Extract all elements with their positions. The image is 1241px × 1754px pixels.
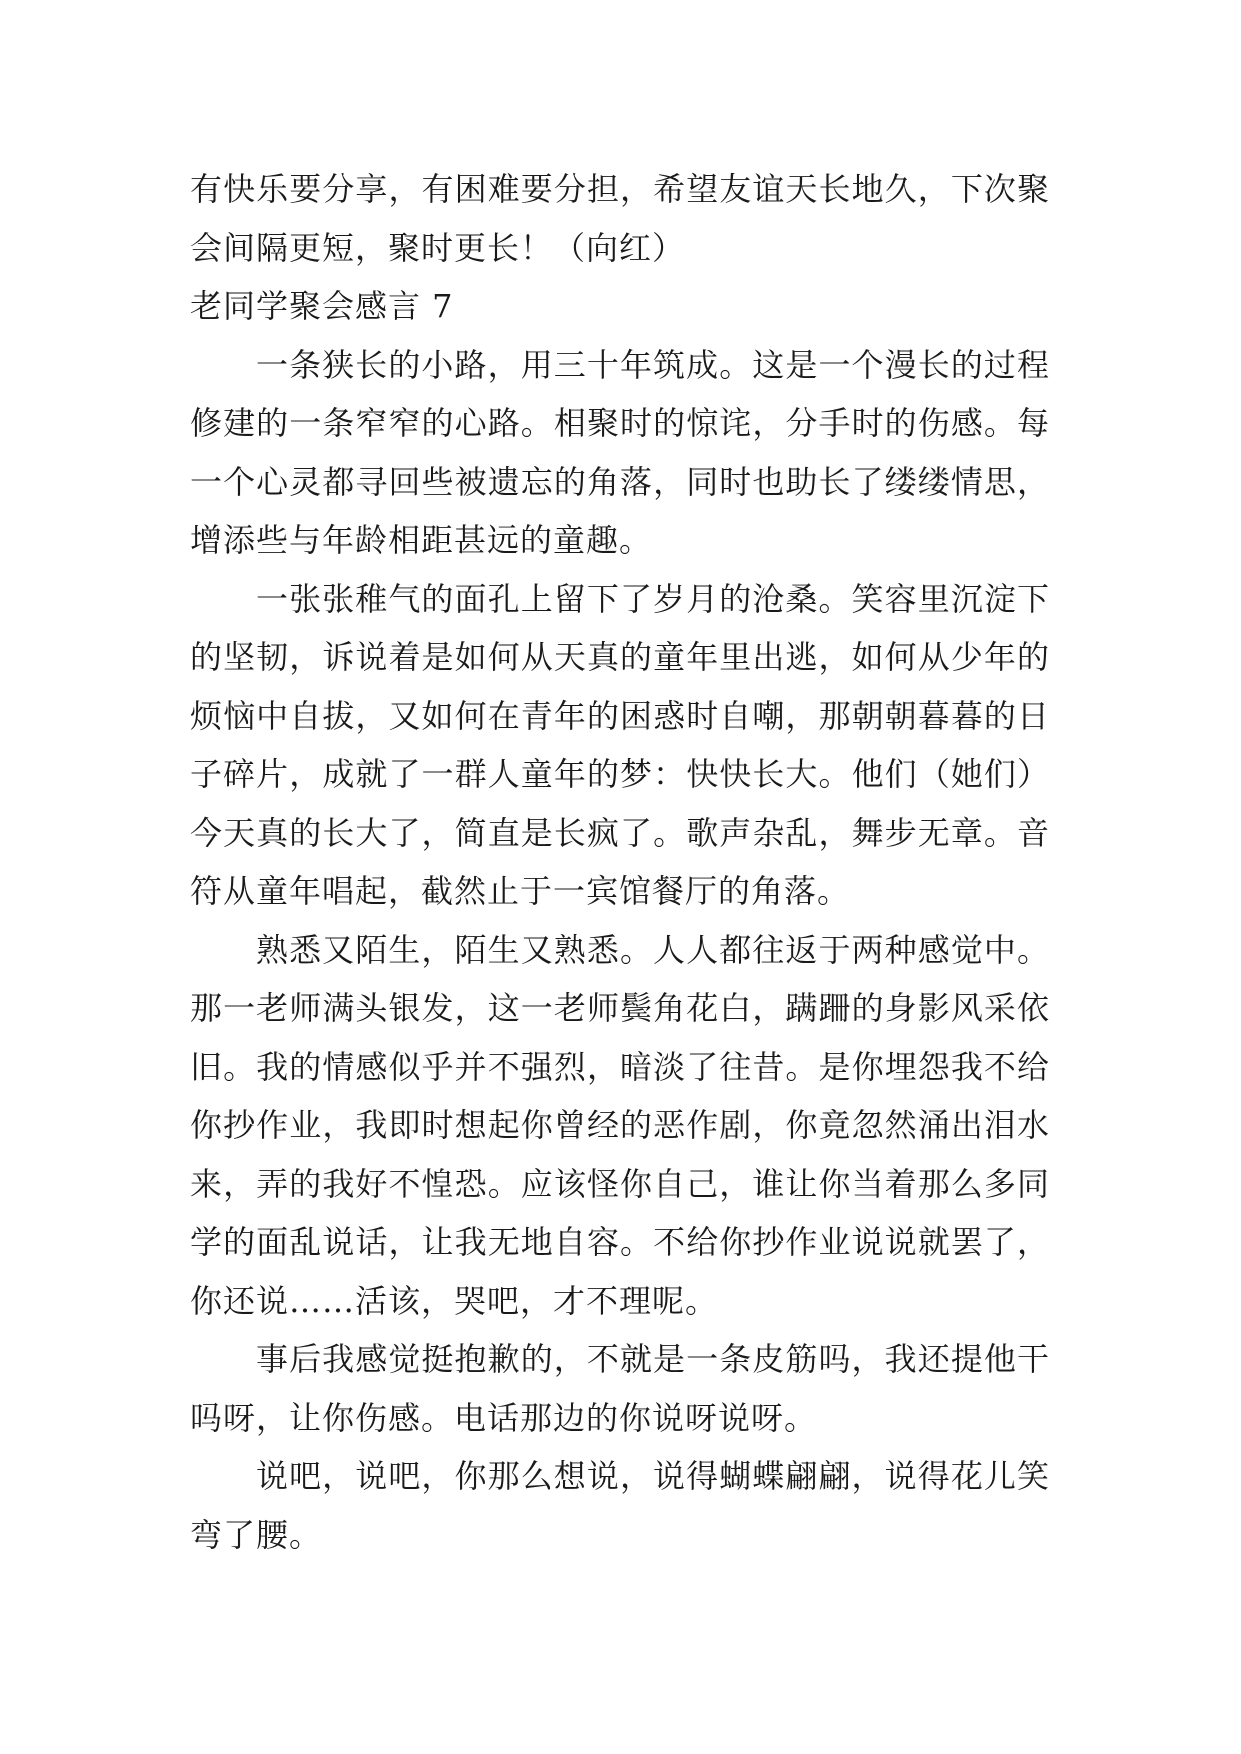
paragraph: 一张张稚气的面孔上留下了岁月的沧桑。笑容里沉淀下的坚韧，诉说着是如何从天真的童年里出逃，如何从少年的烦恼中自拔，又如何在青年的困惑时自嘲，那朝朝暮暮的日子碎片，成就了一群人童年的梦：快快长大。他们（她们）今天真的长大了，简直是长疯了。歌声杂乱，舞步无章。音符从童年唱起，截然止于一宾馆餐厅的角落。 xyxy=(190,579,1050,910)
section-title: 老同学聚会感言 7 xyxy=(190,287,454,325)
paragraph: 熟悉又陌生，陌生又熟悉。人人都往返于两种感觉中。那一老师满头银发，这一老师鬓角花白，蹒跚的身影风采依旧。我的情感似乎并不强烈，暗淡了往昔。是你埋怨我不给你抄作业，我即时想起你曾经的恶作剧，你竟忽然涌出泪水来，弄的我好不惶恐。应该怪你自己，谁让你当着那么多同学的面乱说话，让我无地自容。不给你抄作业说说就罢了，你还说……活该，哭吧，才不理呢。 xyxy=(190,930,1050,1320)
paragraph: 一条狭长的小路，用三十年筑成。这是一个漫长的过程修建的一条窄窄的心路。相聚时的惊诧，分手时的伤感。每一个心灵都寻回些被遗忘的角落，同时也助长了缕缕情思，增添些与年龄相距甚远的童趣。 xyxy=(190,345,1050,559)
document-body xyxy=(190,160,1050,1564)
paragraph: 事后我感觉挺抱歉的，不就是一条皮筋吗，我还提他干吗呀，让你伤感。电话那边的你说呀说呀。 xyxy=(190,1340,1050,1437)
paragraph: 说吧，说吧，你那么想说，说得蝴蝶翩翩，说得花儿笑弯了腰。 xyxy=(190,1457,1050,1554)
continuation-paragraph: 有快乐要分享，有困难要分担，希望友谊天长地久，下次聚会间隔更短，聚时更长！（向红） xyxy=(190,170,1050,267)
